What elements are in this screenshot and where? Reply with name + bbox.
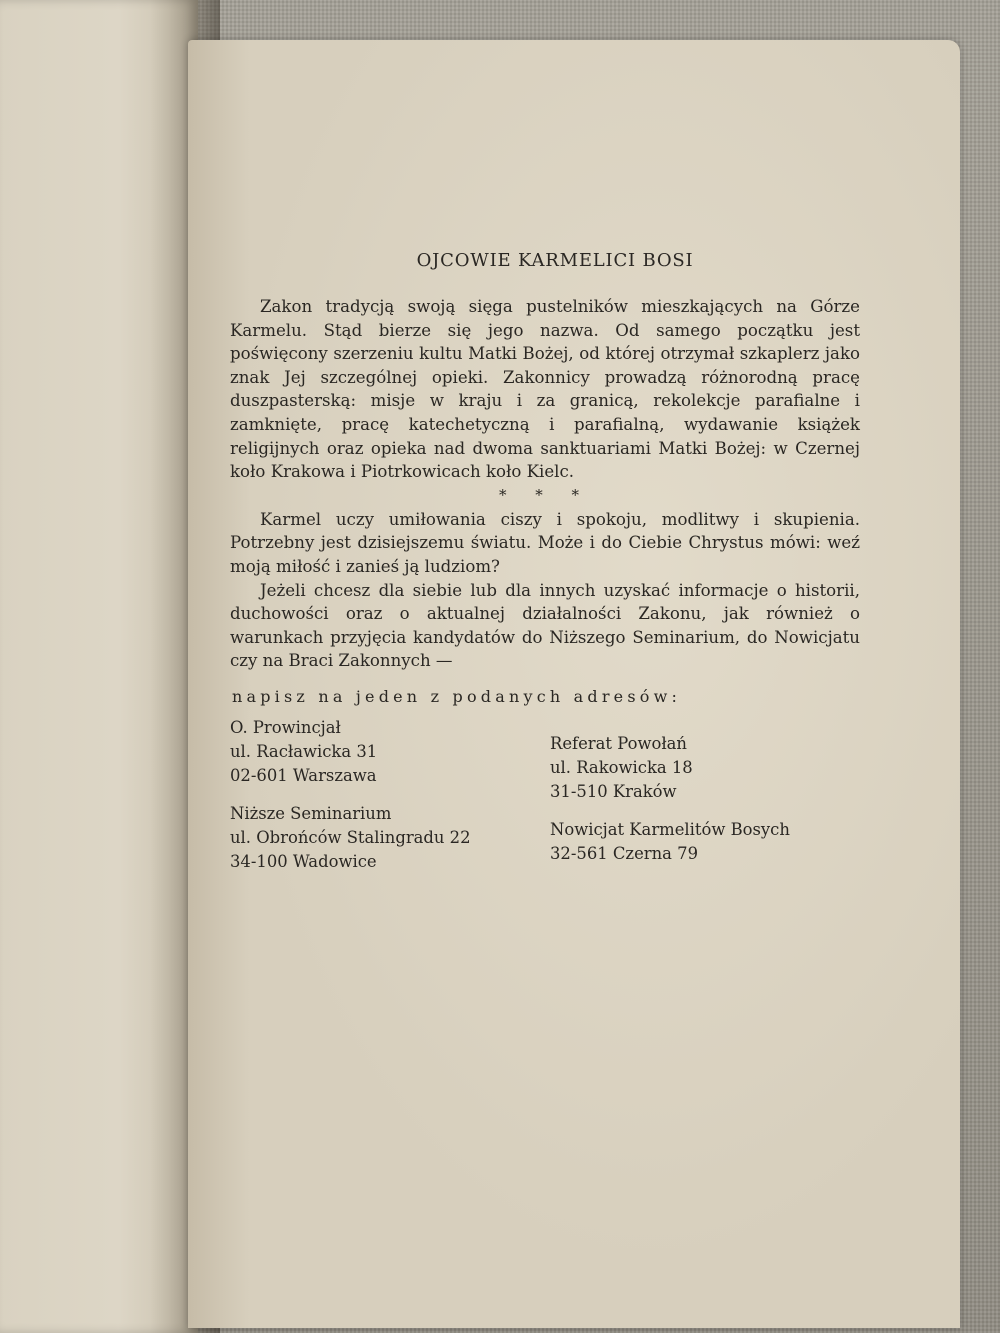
address-block [550, 818, 860, 866]
address-street: ul. Rakowicka 18 [550, 757, 693, 777]
address-street: ul. Obrońców Stalingradu 22 [230, 827, 471, 847]
address-name: O. Prowincjał [230, 717, 341, 737]
book-page [188, 40, 960, 1328]
page-content [230, 250, 860, 888]
address-block [230, 716, 550, 788]
page-title: OJCOWIE KARMELICI BOSI [416, 250, 694, 271]
address-column-right [550, 716, 860, 888]
paragraph-information-request: Jeżeli chcesz dla siebie lub dla innych uzyskać informacje o historii, duchowości oraz o aktualnej działalności Zakonu, jak również o warunkach przyjęcia kandydatów do Niższego Seminarium, do Nowicjatu czy na Braci Zakonnych — [230, 580, 860, 671]
address-city: 34-100 Wadowice [230, 851, 377, 871]
address-block [230, 802, 550, 874]
address-city: 02-601 Warszawa [230, 765, 377, 785]
address-column-left [230, 716, 550, 888]
address-city: 31-510 Kraków [550, 781, 677, 801]
paragraph-carmel-teaching: Karmel uczy umiłowania ciszy i spokoju, modlitwy i skupienia. Potrzebny jest dzisiejszemu światu. Może i do Ciebie Chrystus mówi: weź moją miłość i zanieś ją ludziom? [230, 509, 860, 576]
paragraph-order-history: Zakon tradycją swoją sięga pustelników mieszkających na Górze Karmelu. Stąd bierze się jego nazwa. Od samego początku jest poświęcony szerzeniu kultu Matki Bożej, od której otrzymał szkaplerz jako znak Jej szczególnej opieki. Zakonnicy prowadzą różnorodną pracę duszpasterską: misje w kraju i za granicą, rekolekcje parafialne i zamknięte, pracę katechetyczną i parafialną, wydawanie książek religijnych oraz opieka nad dwoma sanktuariami Matki Bożej: w Czernej koło Krakowa i Piotrkowicach koło Kielc. [230, 297, 860, 482]
address-name: Nowicjat Karmelitów Bosych [550, 819, 790, 839]
address-name: Niższe Seminarium [230, 803, 392, 823]
address-name: Referat Powołań [550, 733, 687, 753]
address-block [550, 732, 860, 804]
address-list [230, 716, 860, 888]
left-page [0, 0, 198, 1333]
address-street: ul. Racławicka 31 [230, 741, 378, 761]
write-prompt: napisz na jeden z podanych adresów: [232, 686, 682, 706]
address-city: 32-561 Czerna 79 [550, 843, 698, 863]
section-separator: * * * [498, 485, 592, 504]
